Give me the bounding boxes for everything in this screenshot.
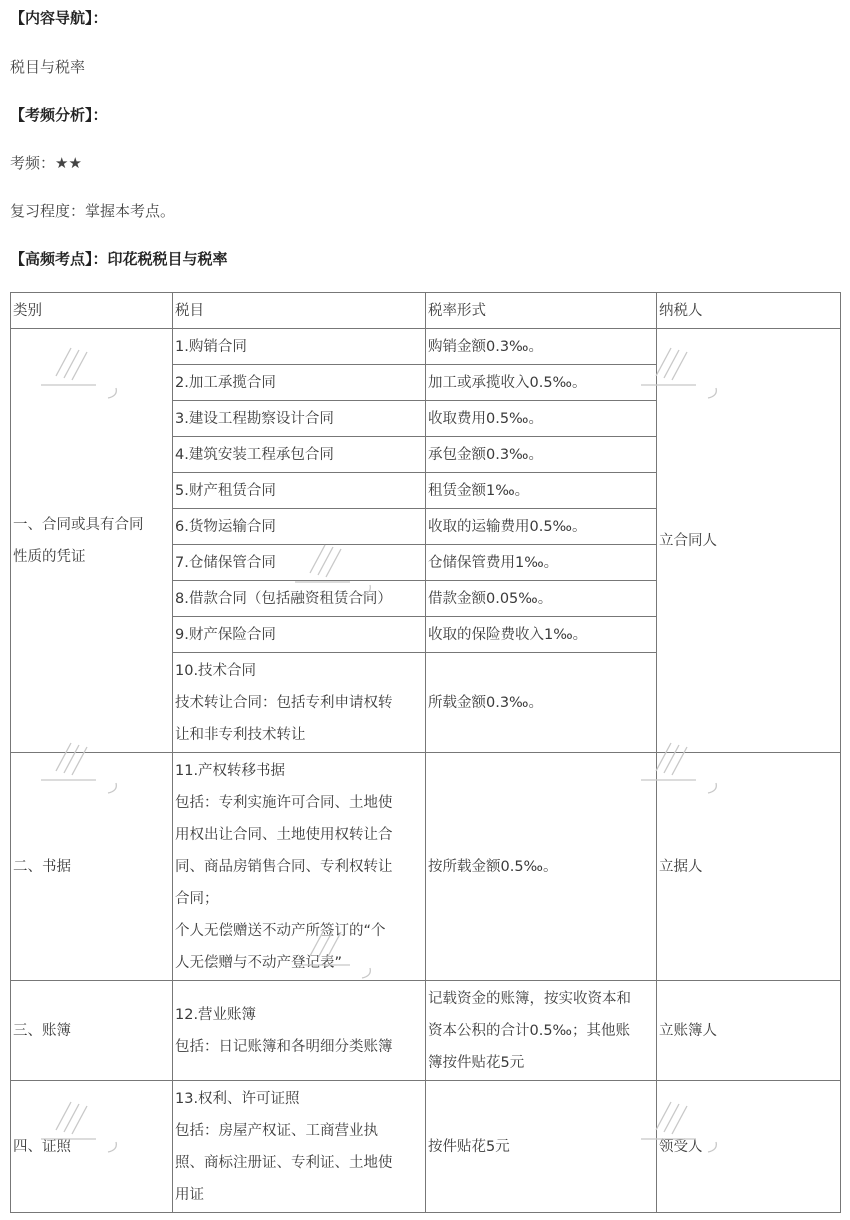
review-text: 复习程度：掌握本考点。 xyxy=(10,202,176,220)
tax-rate-cell xyxy=(426,581,657,617)
tax-item-cell xyxy=(173,981,426,1081)
tax-item-cell-line: 用证 xyxy=(175,1186,204,1203)
tax-rate-cell-line: 所载金额0.3‰。 xyxy=(428,694,544,711)
tax-item-cell xyxy=(173,1081,426,1213)
tax-item-cell-line: 5.财产租赁合同 xyxy=(175,482,276,499)
category-cell-line: 性质的凭证 xyxy=(13,548,86,565)
tax-rate-cell xyxy=(426,401,657,437)
tax-item-cell xyxy=(173,545,426,581)
tax-item-cell-line: 11.产权转移书据 xyxy=(175,762,286,779)
tax-item-cell xyxy=(173,473,426,509)
header-cell-taxpayer: 纳税人 xyxy=(657,293,841,329)
frequency-heading: 【考频分析】： xyxy=(10,106,108,124)
tax-rate-cell-line: 按件贴花5元 xyxy=(428,1138,510,1155)
table-row xyxy=(11,753,841,981)
tax-rate-cell-line: 仓储保管费用1‰。 xyxy=(428,554,559,571)
table-row xyxy=(11,1081,841,1213)
tax-rate-cell-line: 收取的运输费用0.5‰。 xyxy=(428,518,587,535)
tax-rate-cell-line: 借款金额0.05‰。 xyxy=(428,590,553,607)
focus-heading: 【高频考点】：印花税税目与税率 xyxy=(10,250,228,268)
tax-rate-cell xyxy=(426,653,657,753)
tax-rate-cell xyxy=(426,753,657,981)
tax-rate-cell-line: 簿按件贴花5元 xyxy=(428,1054,525,1071)
table-header-row xyxy=(11,293,841,329)
header-cell-category: 类别 xyxy=(11,293,173,329)
tax-rate-cell-line: 承包金额0.3‰。 xyxy=(428,446,544,463)
category-cell xyxy=(11,329,173,753)
tax-rate-cell-line: 收取的保险费收入1‰。 xyxy=(428,626,588,643)
tax-rate-cell xyxy=(426,981,657,1081)
tax-rate-cell xyxy=(426,617,657,653)
tax-item-cell xyxy=(173,617,426,653)
tax-rate-cell xyxy=(426,473,657,509)
tax-rate-cell xyxy=(426,365,657,401)
tax-item-cell-line: 4.建筑安装工程承包合同 xyxy=(175,446,334,463)
header-cell-rate: 税率形式 xyxy=(426,293,657,329)
table-row xyxy=(11,981,841,1081)
tax-rate-cell-line: 购销金额0.3‰。 xyxy=(428,338,544,355)
taxpayer-cell: 立据人 xyxy=(657,753,841,981)
tax-rate-cell-line: 加工或承揽收入0.5‰。 xyxy=(428,374,587,391)
tax-item-cell-line: 8.借款合同（包括融资租赁合同） xyxy=(175,590,392,607)
tax-rate-cell xyxy=(426,329,657,365)
taxpayer-cell: 立账簿人 xyxy=(657,981,841,1081)
tax-item-cell-line: 人无偿赠与不动产登记表” xyxy=(175,954,343,971)
tax-item-cell-line: 2.加工承揽合同 xyxy=(175,374,276,391)
header-cell-item: 税目 xyxy=(173,293,426,329)
nav-heading: 【内容导航】： xyxy=(10,9,108,27)
tax-item-cell-line: 同、商品房销售合同、专利权转让 xyxy=(175,858,393,875)
tax-item-cell-line: 让和非专利技术转让 xyxy=(175,726,306,743)
tax-item-cell-line: 1.购销合同 xyxy=(175,338,247,355)
tax-item-cell-line: 包括：专利实施许可合同、土地使 xyxy=(175,794,393,811)
category-cell-line: 四、证照 xyxy=(13,1138,71,1155)
tax-rate-cell xyxy=(426,437,657,473)
table-row xyxy=(11,329,841,365)
tax-item-cell-line: 10.技术合同 xyxy=(175,662,257,679)
tax-item-cell-line: 用权出让合同、土地使用权转让合 xyxy=(175,826,393,843)
category-cell xyxy=(11,1081,173,1213)
tax-item-cell xyxy=(173,581,426,617)
tax-rate-cell-line: 租赁金额1‰。 xyxy=(428,482,530,499)
tax-item-cell-line: 3.建设工程勘察设计合同 xyxy=(175,410,334,427)
tax-item-cell-line: 13.权利、许可证照 xyxy=(175,1090,300,1107)
tax-item-cell-line: 9.财产保险合同 xyxy=(175,626,276,643)
tax-item-cell-line: 技术转让合同：包括专利申请权转 xyxy=(175,694,393,711)
tax-item-cell-line: 合同； xyxy=(175,890,219,907)
tax-item-cell xyxy=(173,509,426,545)
tax-item-cell-line: 照、商标注册证、专利证、土地使 xyxy=(175,1154,393,1171)
tax-item-cell-line: 12.营业账簿 xyxy=(175,1006,257,1023)
category-cell xyxy=(11,981,173,1081)
tax-rate-cell xyxy=(426,509,657,545)
tax-item-cell xyxy=(173,653,426,753)
tax-item-cell-line: 个人无偿赠送不动产所签订的“个 xyxy=(175,922,386,939)
tax-item-cell xyxy=(173,365,426,401)
category-cell-line: 三、账簿 xyxy=(13,1022,71,1039)
tax-item-cell xyxy=(173,437,426,473)
taxpayer-cell: 立合同人 xyxy=(657,329,841,753)
tax-item-cell-line: 7.仓储保管合同 xyxy=(175,554,276,571)
category-cell xyxy=(11,753,173,981)
tax-item-cell-line: 包括：日记账簿和各明细分类账簿 xyxy=(175,1038,393,1055)
tax-item-cell xyxy=(173,401,426,437)
tax-rate-cell-line: 记载资金的账簿，按实收资本和 xyxy=(428,990,631,1007)
tax-rate-cell-line: 收取费用0.5‰。 xyxy=(428,410,544,427)
tax-rate-table xyxy=(10,292,841,1213)
tax-item-cell xyxy=(173,753,426,981)
tax-item-cell-line: 包括：房屋产权证、工商营业执 xyxy=(175,1122,378,1139)
topic-text: 税目与税率 xyxy=(10,58,86,76)
category-cell-line: 二、书据 xyxy=(13,858,71,875)
tax-rate-cell xyxy=(426,545,657,581)
frequency-text: 考频：★★ xyxy=(10,154,82,172)
taxpayer-cell: 领受人 xyxy=(657,1081,841,1213)
tax-rate-cell xyxy=(426,1081,657,1213)
tax-item-cell-line: 6.货物运输合同 xyxy=(175,518,276,535)
tax-item-cell xyxy=(173,329,426,365)
category-cell-line: 一、合同或具有合同 xyxy=(13,516,144,533)
tax-rate-cell-line: 按所载金额0.5‰。 xyxy=(428,858,558,875)
tax-rate-cell-line: 资本公积的合计0.5‰；其他账 xyxy=(428,1022,631,1039)
